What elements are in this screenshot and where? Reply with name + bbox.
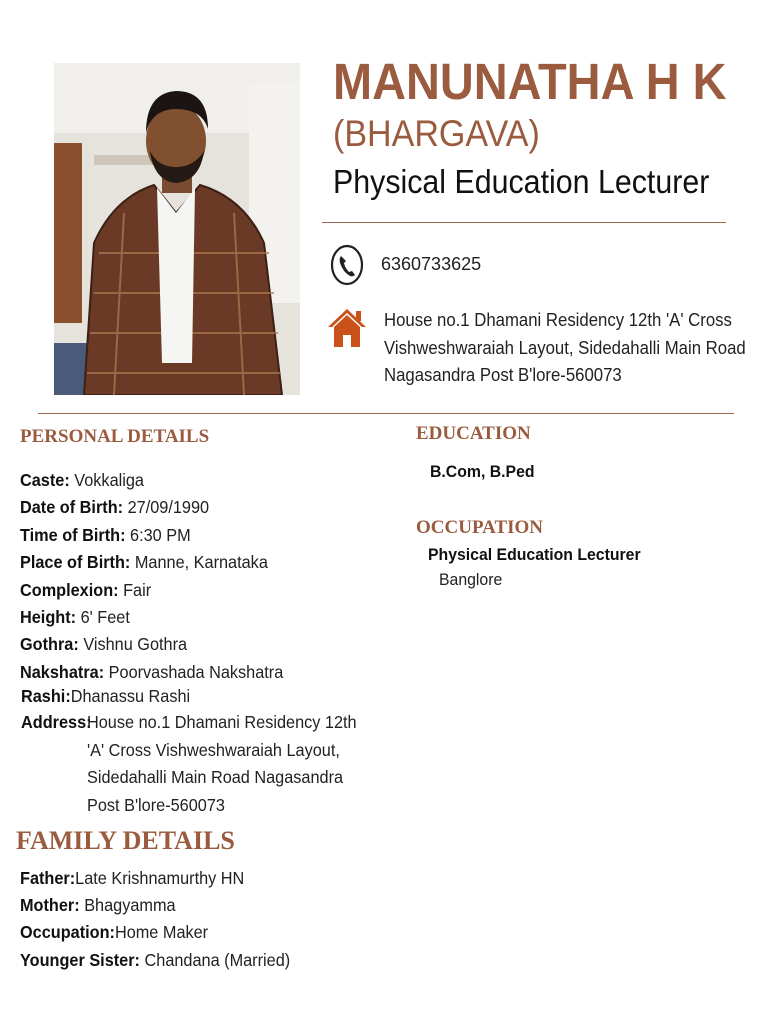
mother-row (20, 895, 176, 916)
address-line: House no.1 Dhamani Residency 12th (87, 712, 357, 732)
pob-label: Place of Birth: (20, 552, 131, 572)
caste-label: Caste: (20, 470, 70, 490)
section-divider (38, 413, 734, 414)
sister-label: Younger Sister: (20, 950, 140, 970)
caste-row (20, 470, 144, 491)
profile-photo (54, 63, 300, 395)
gothra-row (20, 634, 187, 655)
rashi-row (21, 686, 190, 707)
profile-photo-illustration (54, 63, 300, 395)
address-label-row (21, 712, 92, 733)
contact-address (384, 307, 746, 390)
header-divider (322, 222, 726, 223)
tob-row (20, 525, 191, 546)
dob-row (20, 497, 209, 518)
gothra-label: Gothra: (20, 634, 79, 654)
phone-number: 6360733625 (381, 254, 482, 274)
sister-value: Chandana (Married) (144, 950, 291, 970)
dob-value: 27/09/1990 (127, 497, 210, 517)
family-details-title: FAMILY DETAILS (16, 826, 235, 855)
height-value: 6' Feet (80, 607, 130, 627)
personal-details-title: PERSONAL DETAILS (20, 426, 210, 447)
mother-value: Bhagyamma (84, 895, 176, 915)
father-value: Late Krishnamurthy HN (75, 868, 245, 888)
person-role: Physical Education Lecturer (333, 163, 710, 200)
height-label: Height: (20, 607, 77, 627)
contact-address-line: Nagasandra Post B'lore-560073 (384, 365, 622, 385)
complexion-label: Complexion: (20, 580, 119, 600)
education-value: B.Com, B.Ped (430, 462, 535, 481)
pob-value: Manne, Karnataka (134, 552, 268, 572)
tob-value: 6:30 PM (130, 525, 191, 545)
complexion-value: Fair (123, 580, 152, 600)
contact-address-line: House no.1 Dhamani Residency 12th 'A' Cross (384, 310, 732, 330)
nakshatra-label: Nakshatra: (20, 662, 105, 682)
mother-label: Mother: (20, 895, 80, 915)
occupation-place: Banglore (439, 570, 503, 589)
person-alias: (BHARGAVA) (333, 113, 540, 154)
sister-row (20, 950, 290, 971)
family-occupation-row (20, 922, 208, 943)
address-label: Address: (21, 712, 92, 732)
address-line: Sidedahalli Main Road Nagasandra (87, 767, 344, 787)
phone-icon (330, 243, 364, 287)
contact-address-line: Vishweshwaraiah Layout, Sidedahalli Main Road (384, 337, 746, 358)
family-occupation-value: Home Maker (114, 922, 209, 942)
address-line: 'A' Cross Vishweshwaraiah Layout, (87, 739, 340, 760)
education-title: EDUCATION (416, 423, 531, 444)
gothra-value: Vishnu Gothra (83, 634, 188, 654)
rashi-value: Dhanassu Rashi (70, 686, 191, 706)
address-line: Post B'lore-560073 (87, 794, 225, 815)
occupation-role: Physical Education Lecturer (428, 545, 641, 564)
nakshatra-row (20, 662, 283, 683)
height-row (20, 607, 130, 628)
tob-label: Time of Birth: (20, 525, 126, 545)
home-icon (326, 305, 368, 349)
rashi-label: Rashi: (21, 686, 71, 706)
father-label: Father: (20, 868, 76, 888)
dob-label: Date of Birth: (20, 497, 124, 517)
occupation-title: OCCUPATION (416, 517, 544, 538)
father-row (20, 868, 244, 889)
complexion-row (20, 580, 151, 601)
address-value (87, 709, 357, 819)
caste-value: Vokkaliga (74, 470, 144, 490)
family-occupation-label: Occupation: (20, 922, 115, 942)
nakshatra-value: Poorvashada Nakshatra (108, 662, 284, 682)
person-name: MANUNATHA H K (333, 53, 727, 110)
pob-row (20, 552, 268, 573)
